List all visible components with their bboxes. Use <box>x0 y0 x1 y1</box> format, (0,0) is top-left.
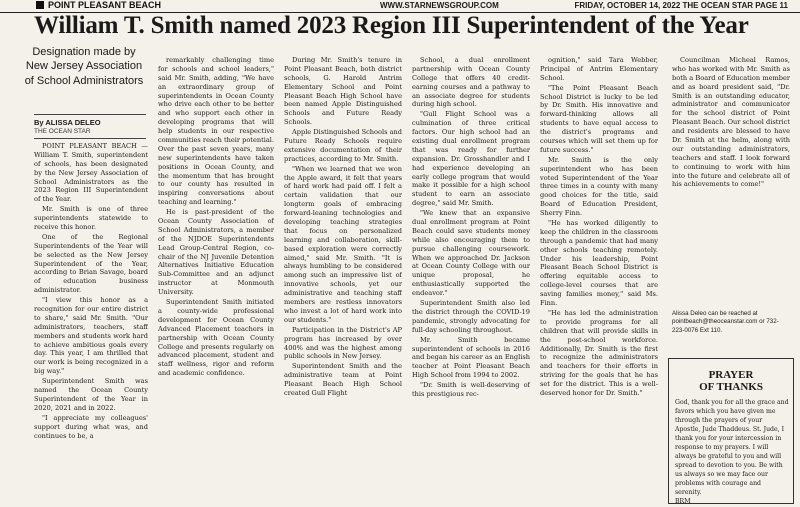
prayer-text: God, thank you for all the grace and favors which you have given me through the prayers of your Apostle, Jude Thaddeus. St. Jude, I thank you for your intercession in response to my prayers. I will always be grateful to you and will spread to devotion to you. Be with us always so we may face our problems with courage and serenity. <box>675 399 789 496</box>
paragraph: School, a dual enrollment partnership with Ocean County College that offers 40 credit-earning courses and a pathway to an associate degree for students during high school. <box>412 56 530 109</box>
section-name: POINT PLEASANT BEACH <box>48 0 162 10</box>
article-column-3 <box>284 56 402 504</box>
article-column-4 <box>412 56 530 504</box>
paragraph: Participation in the District's AP program has increased by over 400% and was the highest among public schools in New Jersey. <box>284 325 402 361</box>
author-contact: Alissa Deleo can be reached at pointbeach@theoceanstar.com or 732-223-0076 Ext 110. <box>672 310 779 334</box>
byline-org: THE OCEAN STAR <box>34 128 91 135</box>
prayer-body <box>675 399 789 507</box>
paragraph: "The Point Pleasant Beach School District is lucky to be led by Dr. Smith. His innovative and forward-thinking allows all students to have equal access to the district's programs and courses which will set them up for future success." <box>540 83 658 154</box>
paragraph: Councilman Micheal Ramos, who has worked with Mr. Smith as both a Board of Education member and as board president said, "Dr. Smith is an outstanding educator, administrator and communicator for the school district of Point Pleasant Beach. Our school district and residents are blessed to have Dr. Smith at the helm, along with our outstanding administrators, teachers and staff. I look forward to continuing to work with him into the future and celebrate all of his achievements to come!" <box>672 56 790 189</box>
dateline: FRIDAY, OCTOBER 14, 2022 THE OCEAN STAR PAGE 11 <box>574 1 788 10</box>
article-column-1 <box>34 142 148 504</box>
paragraph: Mr. Smith became superintendent of schools in 2016 and began his career as an English teacher at Point Pleasant Beach High School from 1994 to 2002. <box>412 335 530 380</box>
byline: By ALISSA DELEO <box>34 118 101 127</box>
paragraph: "Dr. Smith is well-deserving of this prestigious rec- <box>412 381 530 398</box>
paragraph: "I view this honor as a recognition for our entire district to share," said Mr. Smith. "Our administrators, teachers, staff members and students work hard to achieve ambitious goals every day. This year, I am thrilled that our work is being recognized in a big way." <box>34 296 148 376</box>
section-tag <box>36 0 161 10</box>
paragraph: During Mr. Smith's tenure in Point Pleasant Beach, both district schools, G. Harold Antrim Elementary School and Point Pleasant Beach High School have been named Apple Distinguished Schools and Future Ready Schools. <box>284 56 402 127</box>
rule-top <box>34 114 146 115</box>
section-square-icon <box>36 1 44 9</box>
paragraph: One of the Regional Superintendents of the Year will be selected as the New Jersey Superintendent of the Year, according to Brian Savage, board of education business administrator. <box>34 232 148 295</box>
site-url[interactable]: WWW.STARNEWSGROUP.COM <box>380 1 499 10</box>
prayer-title: PRAYER <box>708 369 754 381</box>
paragraph: "We knew that an expansive dual enrollment program at Point Beach could save students money while also encouraging them to pursue challenging coursework. When we approached Dr. Jackson at Ocean County College with our unique proposal, he enthusiastically supported the endeavor." <box>412 209 530 298</box>
paragraph: Mr. Smith is the only superintendent who has been voted Superintendent of the Year three times in a county with many good choices for the title, said Board of Education President, Sherry Finn. <box>540 155 658 218</box>
prayer-subtitle: OF THANKS <box>699 381 763 393</box>
paragraph: Apple Distinguished Schools and Future Ready Schools require extensive documentation of their practices, according to Mr. Smith. <box>284 128 402 163</box>
paragraph: "He has worked diligently to keep the children in the classroom through a pandemic that had many other schools teaching remotely. Under his leadership, Point Pleasant Beach School District is offering equitable access to college-level courses that are saving families money," said Ms. Finn. <box>540 219 658 308</box>
paragraph: "He has led the administration to provide programs for all children that will provide skills in the post-school workforce. Additionally, Dr. Smith is the first to recognize the administrators and teachers for their efforts in striving for the goals that he has set for the district. This is a well-deserved honor for Dr. Smith." <box>540 308 658 397</box>
paragraph: "Gull Flight School was a culmination of three critical factors. Our high school had an existing dual enrollment program that was ready for further expansion. Dr. Grosshandler and I had experience developing an early college program that would make it possible for a high school student to earn an associate degree," said Mr. Smith. <box>412 110 530 208</box>
paragraph: remarkably challenging time for schools and school leaders," said Mr. Smith, adding, "We have an extraordinary group of superintendents in Ocean County who drive each other to be better and who support each other in developing programs that will help students in our respective communities reach their potential. Over the past seven years, many new superintendents have taken positions in Ocean County, and the momentum that has brought to our county has resulted in inspiring conversations about teaching and learning." <box>158 56 274 207</box>
paragraph: Superintendent Smith also led the district through the COVID-19 pandemic, strongly advocating for full-day schooling throughout. <box>412 299 530 334</box>
article-column-5 <box>540 56 658 504</box>
headline: William T. Smith named 2023 Region III Superintendent of the Year <box>34 12 749 39</box>
paragraph: He is past-president of the Ocean County Association of School Administrators, a member of the NJDOE Superintendents Lead Group-Central Region, co-chair of the NJ Juvenile Detention Alternatives Initiative Education Sub-Committee and an adjunct instructor at Monmouth University. <box>158 208 274 297</box>
deck: Designation made by New Jersey Association of School Administrators <box>24 46 144 87</box>
article-column-2 <box>158 56 274 504</box>
prayer-signature: BRM <box>675 497 691 505</box>
paragraph: Superintendent Smith was named the Ocean County Superintendent of the Year in 2020, 2021 and in 2022. <box>34 377 148 412</box>
paragraph: POINT PLEASANT BEACH — William T. Smith, superintendent of schools, has been designated by the New Jersey Association of School Administrators as the 2023 Region III Superintendent of the Year. <box>34 142 148 204</box>
article-column-6 <box>672 56 790 302</box>
paragraph: Superintendent Smith initiated a county-wide professional development for Ocean County Advanced Placement teachers in partnership with Ocean County College and presents regularly on advanced placement, student and staff wellness, rigor and reform and academic confidence. <box>158 298 274 378</box>
paragraph: Superintendent Smith and the administrative team at Point Pleasant Beach High School created Gull Flight <box>284 362 402 397</box>
prayer-box <box>668 358 794 504</box>
rule-bottom <box>34 138 146 139</box>
paragraph: ognition," said Tara Webber, Principal of Antrim Elementary School. <box>540 56 658 82</box>
paragraph: "When we learned that we won the Apple award, it felt that years of hard work had paid off. I felt a certain validation that our longterm goals of embracing forward-leaning technologies and developing teaching strategies that focus on personalized learning and collaboration, skill-based exploration were correctly aimed," said Mr. Smith. "It is always humbling to be considered among such an impressive list of innovative schools, yet our administrative and teaching staff members are restless innovators who invest a lot of hard work into our students." <box>284 164 402 324</box>
paragraph: Mr. Smith is one of three superintendents statewide to receive this honor. <box>34 205 148 232</box>
paragraph: "I appreciate my colleagues' support during what was, and continues to be, a <box>34 413 148 440</box>
